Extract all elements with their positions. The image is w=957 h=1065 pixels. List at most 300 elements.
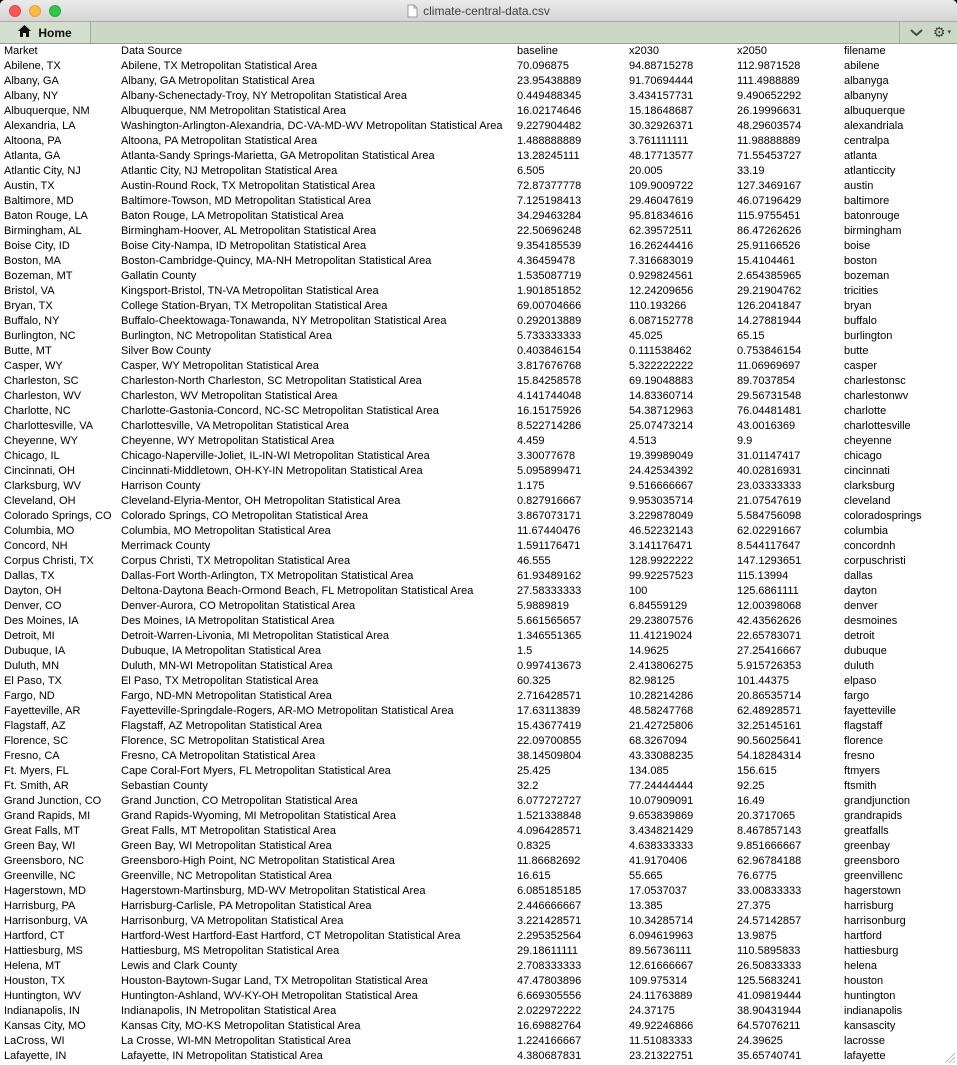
- table-cell[interactable]: 13.385: [629, 900, 663, 912]
- table-cell[interactable]: El Paso, TX: [4, 675, 62, 687]
- table-row[interactable]: [0, 899, 957, 914]
- table-cell[interactable]: Hagerstown, MD: [4, 885, 86, 897]
- table-cell[interactable]: desmoines: [844, 615, 898, 627]
- table-cell[interactable]: Albany-Schenectady-Troy, NY Metropolitan Statistical Area: [121, 90, 407, 102]
- table-cell[interactable]: Lafayette, IN Metropolitan Statistical Area: [121, 1050, 323, 1062]
- table-cell[interactable]: 3.761111111: [629, 135, 689, 147]
- table-cell[interactable]: Chicago, IL: [4, 450, 60, 462]
- table-cell[interactable]: 11.51083333: [629, 1035, 693, 1047]
- table-cell[interactable]: fayetteville: [844, 705, 896, 717]
- table-cell[interactable]: Colorado Springs, CO: [4, 510, 112, 522]
- table-cell[interactable]: 0.403846154: [517, 345, 582, 357]
- table-cell[interactable]: 3.867073171: [517, 510, 582, 522]
- table-row[interactable]: [0, 269, 957, 284]
- table-row[interactable]: [0, 1004, 957, 1019]
- table-cell[interactable]: Flagstaff, AZ: [4, 720, 66, 732]
- table-cell[interactable]: 1.901851852: [517, 285, 582, 297]
- table-row[interactable]: [0, 254, 957, 269]
- table-row[interactable]: [0, 434, 957, 449]
- table-cell[interactable]: 95.81834616: [629, 210, 694, 222]
- table-cell[interactable]: grandrapids: [844, 810, 903, 822]
- table-row[interactable]: [0, 134, 957, 149]
- table-cell[interactable]: Atlantic City, NJ Metropolitan Statistical Area: [121, 165, 338, 177]
- table-cell[interactable]: 9.653839869: [629, 810, 694, 822]
- table-cell[interactable]: 127.3469167: [737, 180, 802, 192]
- table-cell[interactable]: Harrisonburg, VA: [4, 915, 88, 927]
- table-cell[interactable]: 35.65740741: [737, 1050, 802, 1062]
- table-cell[interactable]: Charleston-North Charleston, SC Metropolitan Statistical Area: [121, 375, 422, 387]
- table-cell[interactable]: 12.24209656: [629, 285, 694, 297]
- table-cell[interactable]: 128.9922222: [629, 555, 694, 567]
- table-cell[interactable]: 89.56736111: [629, 945, 692, 957]
- table-cell[interactable]: 26.19996631: [737, 105, 802, 117]
- table-cell[interactable]: Abilene, TX Metropolitan Statistical Area: [121, 60, 318, 72]
- table-cell[interactable]: 23.95438889: [517, 75, 582, 87]
- table-cell[interactable]: 20.86535714: [737, 690, 802, 702]
- table-cell[interactable]: 134.085: [629, 765, 669, 777]
- table-row[interactable]: [0, 809, 957, 824]
- table-row[interactable]: [0, 404, 957, 419]
- table-cell[interactable]: 9.354185539: [517, 240, 582, 252]
- table-cell[interactable]: Charleston, WV Metropolitan Statistical Area: [121, 390, 338, 402]
- table-cell[interactable]: 49.92246866: [629, 1020, 694, 1032]
- table-cell[interactable]: Boston-Cambridge-Quincy, MA-NH Metropolitan Statistical Area: [121, 255, 432, 267]
- table-cell[interactable]: 2.295352564: [517, 930, 582, 942]
- table-cell[interactable]: 125.5683241: [737, 975, 802, 987]
- table-cell[interactable]: 5.915726353: [737, 660, 802, 672]
- table-cell[interactable]: Harrisonburg, VA Metropolitan Statistical Area: [121, 915, 344, 927]
- table-cell[interactable]: Florence, SC Metropolitan Statistical Area: [121, 735, 325, 747]
- table-cell[interactable]: 3.434821429: [629, 825, 694, 837]
- table-cell[interactable]: 15.18648687: [629, 105, 694, 117]
- table-cell[interactable]: 22.50696248: [517, 225, 582, 237]
- table-cell[interactable]: Albany, GA: [4, 75, 59, 87]
- table-cell[interactable]: 23.21322751: [629, 1050, 694, 1062]
- table-row[interactable]: [0, 509, 957, 524]
- table-cell[interactable]: elpaso: [844, 675, 877, 687]
- table-cell[interactable]: 41.9170406: [629, 855, 688, 867]
- table-cell[interactable]: Baltimore, MD: [4, 195, 74, 207]
- table-cell[interactable]: 41.09819444: [737, 990, 802, 1002]
- table-cell[interactable]: atlanticcity: [844, 165, 896, 177]
- table-cell[interactable]: 8.544117647: [737, 540, 801, 552]
- table-cell[interactable]: 6.669305556: [517, 990, 582, 1002]
- table-cell[interactable]: Green Bay, WI: [4, 840, 76, 852]
- table-cell[interactable]: 3.434157731: [629, 90, 694, 102]
- table-cell[interactable]: Charleston, WV: [4, 390, 82, 402]
- table-cell[interactable]: 5.095899471: [517, 465, 582, 477]
- table-cell[interactable]: Alexandria, LA: [4, 120, 76, 132]
- table-cell[interactable]: 89.7037854: [737, 375, 796, 387]
- gear-icon[interactable]: ⚙ ▾: [932, 24, 951, 41]
- table-cell[interactable]: 22.09700855: [517, 735, 582, 747]
- table-cell[interactable]: 76.6775: [737, 870, 777, 882]
- table-cell[interactable]: 21.42725806: [629, 720, 694, 732]
- table-cell[interactable]: clarksburg: [844, 480, 895, 492]
- table-cell[interactable]: Casper, WY Metropolitan Statistical Area: [121, 360, 319, 372]
- table-cell[interactable]: 6.085185185: [517, 885, 582, 897]
- table-cell[interactable]: 156.615: [737, 765, 777, 777]
- table-cell[interactable]: Atlanta, GA: [4, 150, 61, 162]
- table-cell[interactable]: Altoona, PA: [4, 135, 62, 147]
- table-cell[interactable]: 0.449488345: [517, 90, 582, 102]
- table-row[interactable]: [0, 119, 957, 134]
- table-cell[interactable]: 46.07196429: [737, 195, 802, 207]
- table-cell[interactable]: 14.27881944: [737, 315, 802, 327]
- table-cell[interactable]: Harrison County: [121, 480, 201, 492]
- table-cell[interactable]: charlottesville: [844, 420, 911, 432]
- table-cell[interactable]: cleveland: [844, 495, 891, 507]
- table-cell[interactable]: houston: [844, 975, 884, 987]
- table-cell[interactable]: 16.26244416: [629, 240, 694, 252]
- table-cell[interactable]: Grand Junction, CO: [4, 795, 102, 807]
- table-cell[interactable]: 4.380687831: [517, 1050, 582, 1062]
- table-cell[interactable]: 29.21904762: [737, 285, 802, 297]
- table-cell[interactable]: 17.63113839: [517, 705, 581, 717]
- table-row[interactable]: [0, 674, 957, 689]
- table-row[interactable]: [0, 569, 957, 584]
- table-cell[interactable]: 68.3267094: [629, 735, 688, 747]
- table-cell[interactable]: duluth: [844, 660, 874, 672]
- table-cell[interactable]: 24.42534392: [629, 465, 694, 477]
- table-cell[interactable]: harrisonburg: [844, 915, 906, 927]
- table-row[interactable]: [0, 854, 957, 869]
- table-cell[interactable]: Detroit, MI: [4, 630, 55, 642]
- table-cell[interactable]: abilene: [844, 60, 880, 72]
- table-cell[interactable]: 54.18284314: [737, 750, 802, 762]
- table-cell[interactable]: 33.00833333: [737, 885, 802, 897]
- table-cell[interactable]: centralpa: [844, 135, 890, 147]
- table-cell[interactable]: Hattiesburg, MS Metropolitan Statistical Area: [121, 945, 340, 957]
- table-cell[interactable]: 43.33088235: [629, 750, 694, 762]
- table-cell[interactable]: Great Falls, MT Metropolitan Statistical Area: [121, 825, 336, 837]
- table-cell[interactable]: 71.55453727: [737, 150, 802, 162]
- table-row[interactable]: [0, 239, 957, 254]
- table-cell[interactable]: 147.1293651: [737, 555, 802, 567]
- table-row[interactable]: [0, 734, 957, 749]
- table-cell[interactable]: Burlington, NC Metropolitan Statistical Area: [121, 330, 332, 342]
- table-cell[interactable]: 4.141744048: [517, 390, 582, 402]
- table-cell[interactable]: batonrouge: [844, 210, 900, 222]
- table-cell[interactable]: Cleveland, OH: [4, 495, 76, 507]
- table-cell[interactable]: 3.221428571: [517, 915, 582, 927]
- table-cell[interactable]: 1.224166667: [517, 1035, 582, 1047]
- table-cell[interactable]: Denver-Aurora, CO Metropolitan Statistical Area: [121, 600, 356, 612]
- table-cell[interactable]: indianapolis: [844, 1005, 903, 1017]
- table-row[interactable]: [0, 374, 957, 389]
- table-cell[interactable]: 5.584756098: [737, 510, 802, 522]
- table-row[interactable]: [0, 464, 957, 479]
- table-cell[interactable]: Fayetteville, AR: [4, 705, 81, 717]
- table-cell[interactable]: Butte, MT: [4, 345, 52, 357]
- table-cell[interactable]: Buffalo, NY: [4, 315, 60, 327]
- table-cell[interactable]: 32.25145161: [737, 720, 802, 732]
- table-cell[interactable]: Colorado Springs, CO Metropolitan Statistical Area: [121, 510, 369, 522]
- table-cell[interactable]: Silver Bow County: [121, 345, 211, 357]
- table-cell[interactable]: Clarksburg, WV: [4, 480, 82, 492]
- table-cell[interactable]: Flagstaff, AZ Metropolitan Statistical Area: [121, 720, 322, 732]
- table-cell[interactable]: 9.227904482: [517, 120, 582, 132]
- table-cell[interactable]: 12.00398068: [737, 600, 802, 612]
- table-cell[interactable]: Greenville, NC Metropolitan Statistical Area: [121, 870, 332, 882]
- table-cell[interactable]: 101.44375: [737, 675, 789, 687]
- table-row[interactable]: [0, 494, 957, 509]
- table-cell[interactable]: Austin, TX: [4, 180, 55, 192]
- table-cell[interactable]: Austin-Round Rock, TX Metropolitan Statistical Area: [121, 180, 376, 192]
- table-cell[interactable]: 27.375: [737, 900, 771, 912]
- table-cell[interactable]: 38.90431944: [737, 1005, 802, 1017]
- table-cell[interactable]: 62.02291667: [737, 525, 802, 537]
- table-cell[interactable]: Hagerstown-Martinsburg, MD-WV Metropolitan Statistical Area: [121, 885, 426, 897]
- table-cell[interactable]: 16.49: [737, 795, 765, 807]
- table-row[interactable]: [0, 329, 957, 344]
- table-cell[interactable]: 15.43677419: [517, 720, 582, 732]
- table-cell[interactable]: 0.753846154: [737, 345, 802, 357]
- table-cell[interactable]: 16.615: [517, 870, 551, 882]
- table-cell[interactable]: lacrosse: [844, 1035, 885, 1047]
- table-cell[interactable]: Kansas City, MO-KS Metropolitan Statistical Area: [121, 1020, 361, 1032]
- table-cell[interactable]: 109.9009722: [629, 180, 694, 192]
- table-cell[interactable]: harrisburg: [844, 900, 894, 912]
- table-cell[interactable]: Buffalo-Cheektowaga-Tonawanda, NY Metropolitan Statistical Area: [121, 315, 447, 327]
- table-cell[interactable]: concordnh: [844, 540, 896, 552]
- table-cell[interactable]: Des Moines, IA Metropolitan Statistical Area: [121, 615, 335, 627]
- table-cell[interactable]: 0.292013889: [517, 315, 582, 327]
- table-cell[interactable]: Indianapolis, IN: [4, 1005, 80, 1017]
- table-cell[interactable]: LaCross, WI: [4, 1035, 65, 1047]
- table-cell[interactable]: dayton: [844, 585, 878, 597]
- table-cell[interactable]: Cheyenne, WY Metropolitan Statistical Area: [121, 435, 335, 447]
- table-row[interactable]: [0, 314, 957, 329]
- table-cell[interactable]: dubuque: [844, 645, 887, 657]
- table-cell[interactable]: 3.817676768: [517, 360, 582, 372]
- table-row[interactable]: [0, 74, 957, 89]
- table-cell[interactable]: 24.39625: [737, 1035, 783, 1047]
- table-row[interactable]: [0, 749, 957, 764]
- table-row[interactable]: [0, 644, 957, 659]
- table-row[interactable]: [0, 224, 957, 239]
- table-cell[interactable]: 109.975314: [629, 975, 688, 987]
- table-cell[interactable]: Deltona-Daytona Beach-Ormond Beach, FL Metropolitan Statistical Area: [121, 585, 474, 597]
- table-cell[interactable]: 1.488888889: [517, 135, 582, 147]
- table-cell[interactable]: Columbia, MO: [4, 525, 75, 537]
- table-cell[interactable]: ftmyers: [844, 765, 881, 777]
- table-cell[interactable]: 9.9: [737, 435, 753, 447]
- table-cell[interactable]: albanyny: [844, 90, 889, 102]
- table-cell[interactable]: grandjunction: [844, 795, 911, 807]
- table-cell[interactable]: 1.5: [517, 645, 533, 657]
- table-cell[interactable]: 2.716428571: [517, 690, 582, 702]
- table-row[interactable]: [0, 914, 957, 929]
- table-cell[interactable]: 99.92257523: [629, 570, 694, 582]
- table-cell[interactable]: flagstaff: [844, 720, 883, 732]
- table-cell[interactable]: Fayetteville-Springdale-Rogers, AR-MO Metropolitan Statistical Area: [121, 705, 454, 717]
- table-cell[interactable]: greenbay: [844, 840, 890, 852]
- table-row[interactable]: [0, 974, 957, 989]
- table-cell[interactable]: charlotte: [844, 405, 887, 417]
- table-row[interactable]: [0, 284, 957, 299]
- table-row[interactable]: [0, 599, 957, 614]
- table-row[interactable]: [0, 389, 957, 404]
- table-cell[interactable]: 21.07547619: [737, 495, 802, 507]
- table-cell[interactable]: 100: [629, 585, 648, 597]
- table-cell[interactable]: 20.3717065: [737, 810, 796, 822]
- table-cell[interactable]: Corpus Christi, TX: [4, 555, 94, 567]
- table-row[interactable]: [0, 704, 957, 719]
- table-cell[interactable]: 40.02816931: [737, 465, 802, 477]
- table-cell[interactable]: Hartford-West Hartford-East Hartford, CT Metropolitan Statistical Area: [121, 930, 461, 942]
- table-cell[interactable]: Charleston, SC: [4, 375, 79, 387]
- resize-grip[interactable]: [941, 1049, 956, 1064]
- table-cell[interactable]: Charlottesville, VA: [4, 420, 94, 432]
- table-cell[interactable]: 1.346551365: [517, 630, 582, 642]
- table-cell[interactable]: Grand Rapids-Wyoming, MI Metropolitan Statistical Area: [121, 810, 397, 822]
- table-cell[interactable]: Houston-Baytown-Sugar Land, TX Metropolitan Statistical Area: [121, 975, 428, 987]
- table-cell[interactable]: 0.8325: [517, 840, 551, 852]
- table-cell[interactable]: Fargo, ND-MN Metropolitan Statistical Area: [121, 690, 332, 702]
- table-cell[interactable]: Sebastian County: [121, 780, 208, 792]
- table-row[interactable]: [0, 344, 957, 359]
- table-row[interactable]: [0, 89, 957, 104]
- table-cell[interactable]: Dubuque, IA Metropolitan Statistical Area: [121, 645, 321, 657]
- table-cell[interactable]: Duluth, MN-WI Metropolitan Statistical Area: [121, 660, 333, 672]
- table-cell[interactable]: 91.70694444: [629, 75, 694, 87]
- table-cell[interactable]: hattiesburg: [844, 945, 899, 957]
- table-cell[interactable]: 112.9871528: [737, 60, 801, 72]
- table-cell[interactable]: 111.4988889: [737, 75, 800, 87]
- table-row[interactable]: [0, 1049, 957, 1064]
- table-cell[interactable]: 47.47803896: [517, 975, 582, 987]
- table-row[interactable]: [0, 164, 957, 179]
- tab-home[interactable]: [0, 22, 91, 43]
- table-cell[interactable]: 43.0016369: [737, 420, 796, 432]
- table-cell[interactable]: Houston, TX: [4, 975, 65, 987]
- table-cell[interactable]: Concord, NH: [4, 540, 68, 552]
- table-cell[interactable]: 38.14509804: [517, 750, 582, 762]
- table-cell[interactable]: coloradosprings: [844, 510, 922, 522]
- table-cell[interactable]: Detroit-Warren-Livonia, MI Metropolitan Statistical Area: [121, 630, 389, 642]
- table-cell[interactable]: ftsmith: [844, 780, 877, 792]
- table-cell[interactable]: 48.17713577: [629, 150, 694, 162]
- table-cell[interactable]: 126.2041847: [737, 300, 802, 312]
- table-cell[interactable]: Bozeman, MT: [4, 270, 73, 282]
- table-cell[interactable]: Bryan, TX: [4, 300, 53, 312]
- table-row[interactable]: [0, 1034, 957, 1049]
- table-cell[interactable]: Harrisburg, PA: [4, 900, 76, 912]
- table-cell[interactable]: Lafayette, IN: [4, 1050, 67, 1062]
- table-cell[interactable]: 31.01147417: [737, 450, 801, 462]
- table-cell[interactable]: Bristol, VA: [4, 285, 55, 297]
- table-cell[interactable]: Gallatin County: [121, 270, 197, 282]
- table-cell[interactable]: 30.32926371: [629, 120, 694, 132]
- table-cell[interactable]: hartford: [844, 930, 882, 942]
- table-cell[interactable]: Atlantic City, NJ: [4, 165, 81, 177]
- table-cell[interactable]: austin: [844, 180, 874, 192]
- table-cell[interactable]: 5.733333333: [517, 330, 582, 342]
- table-cell[interactable]: alexandriala: [844, 120, 904, 132]
- table-cell[interactable]: boston: [844, 255, 878, 267]
- table-cell[interactable]: butte: [844, 345, 869, 357]
- table-row[interactable]: [0, 194, 957, 209]
- table-cell[interactable]: 24.11763889: [629, 990, 693, 1002]
- table-cell[interactable]: Helena, MT: [4, 960, 61, 972]
- table-cell[interactable]: 72.87377778: [517, 180, 582, 192]
- table-cell[interactable]: 2.022972222: [517, 1005, 582, 1017]
- table-cell[interactable]: 15.4104461: [737, 255, 796, 267]
- table-cell[interactable]: Chicago-Naperville-Joliet, IL-IN-WI Metropolitan Statistical Area: [121, 450, 430, 462]
- table-cell[interactable]: 2.654385965: [737, 270, 802, 282]
- table-row[interactable]: [0, 959, 957, 974]
- table-cell[interactable]: Kansas City, MO: [4, 1020, 86, 1032]
- table-cell[interactable]: baltimore: [844, 195, 890, 207]
- table-cell[interactable]: Hartford, CT: [4, 930, 65, 942]
- table-row[interactable]: [0, 689, 957, 704]
- table-cell[interactable]: greensboro: [844, 855, 900, 867]
- table-cell[interactable]: atlanta: [844, 150, 878, 162]
- table-cell[interactable]: Fresno, CA: [4, 750, 60, 762]
- table-cell[interactable]: 4.459: [517, 435, 545, 447]
- column-header-baseline[interactable]: baseline: [517, 45, 558, 57]
- table-cell[interactable]: 33.19: [737, 165, 765, 177]
- column-header-market[interactable]: Market: [4, 45, 38, 57]
- table-cell[interactable]: Kingsport-Bristol, TN-VA Metropolitan Statistical Area: [121, 285, 379, 297]
- column-header-x2030[interactable]: x2030: [629, 45, 659, 57]
- table-cell[interactable]: Cincinnati-Middletown, OH-KY-IN Metropolitan Statistical Area: [121, 465, 423, 477]
- table-cell[interactable]: 76.04481481: [737, 405, 802, 417]
- table-cell[interactable]: 32.2: [517, 780, 539, 792]
- table-row[interactable]: [0, 944, 957, 959]
- table-cell[interactable]: Grand Rapids, MI: [4, 810, 91, 822]
- table-cell[interactable]: 4.513: [629, 435, 657, 447]
- table-cell[interactable]: 25.425: [517, 765, 551, 777]
- table-cell[interactable]: Cincinnati, OH: [4, 465, 75, 477]
- table-cell[interactable]: Cheyenne, WY: [4, 435, 78, 447]
- table-cell[interactable]: Charlottesville, VA Metropolitan Statistical Area: [121, 420, 349, 432]
- table-cell[interactable]: Charlotte-Gastonia-Concord, NC-SC Metropolitan Statistical Area: [121, 405, 439, 417]
- table-cell[interactable]: 3.141176471: [629, 540, 693, 552]
- table-cell[interactable]: 27.58333333: [517, 585, 582, 597]
- table-cell[interactable]: denver: [844, 600, 878, 612]
- table-cell[interactable]: 70.096875: [517, 60, 569, 72]
- table-cell[interactable]: Washington-Arlington-Alexandria, DC-VA-MD-WV Metropolitan Statistical Area: [121, 120, 503, 132]
- table-cell[interactable]: 16.69882764: [517, 1020, 582, 1032]
- table-cell[interactable]: 0.827916667: [517, 495, 582, 507]
- table-cell[interactable]: 11.98888889: [737, 135, 801, 147]
- table-cell[interactable]: Hattiesburg, MS: [4, 945, 83, 957]
- table-cell[interactable]: Baton Rouge, LA: [4, 210, 88, 222]
- table-cell[interactable]: 8.467857143: [737, 825, 802, 837]
- table-cell[interactable]: charlestonwv: [844, 390, 909, 402]
- table-cell[interactable]: Columbia, MO Metropolitan Statistical Area: [121, 525, 331, 537]
- table-cell[interactable]: boise: [844, 240, 871, 252]
- table-cell[interactable]: 26.50833333: [737, 960, 802, 972]
- table-cell[interactable]: 11.06969697: [737, 360, 801, 372]
- table-cell[interactable]: 115.9755451: [737, 210, 801, 222]
- table-cell[interactable]: 3.229878049: [629, 510, 694, 522]
- table-cell[interactable]: 34.29463284: [517, 210, 582, 222]
- table-cell[interactable]: 6.84559129: [629, 600, 688, 612]
- table-cell[interactable]: Fresno, CA Metropolitan Statistical Area: [121, 750, 316, 762]
- table-cell[interactable]: 10.34285714: [629, 915, 694, 927]
- table-cell[interactable]: 5.322222222: [629, 360, 694, 372]
- table-cell[interactable]: Huntington-Ashland, WV-KY-OH Metropolitan Statistical Area: [121, 990, 418, 1002]
- table-cell[interactable]: Great Falls, MT: [4, 825, 80, 837]
- table-cell[interactable]: birmingham: [844, 225, 902, 237]
- table-cell[interactable]: Dallas-Fort Worth-Arlington, TX Metropolitan Statistical Area: [121, 570, 414, 582]
- table-row[interactable]: [0, 209, 957, 224]
- table-cell[interactable]: Charlotte, NC: [4, 405, 71, 417]
- table-cell[interactable]: Greensboro-High Point, NC Metropolitan Statistical Area: [121, 855, 395, 867]
